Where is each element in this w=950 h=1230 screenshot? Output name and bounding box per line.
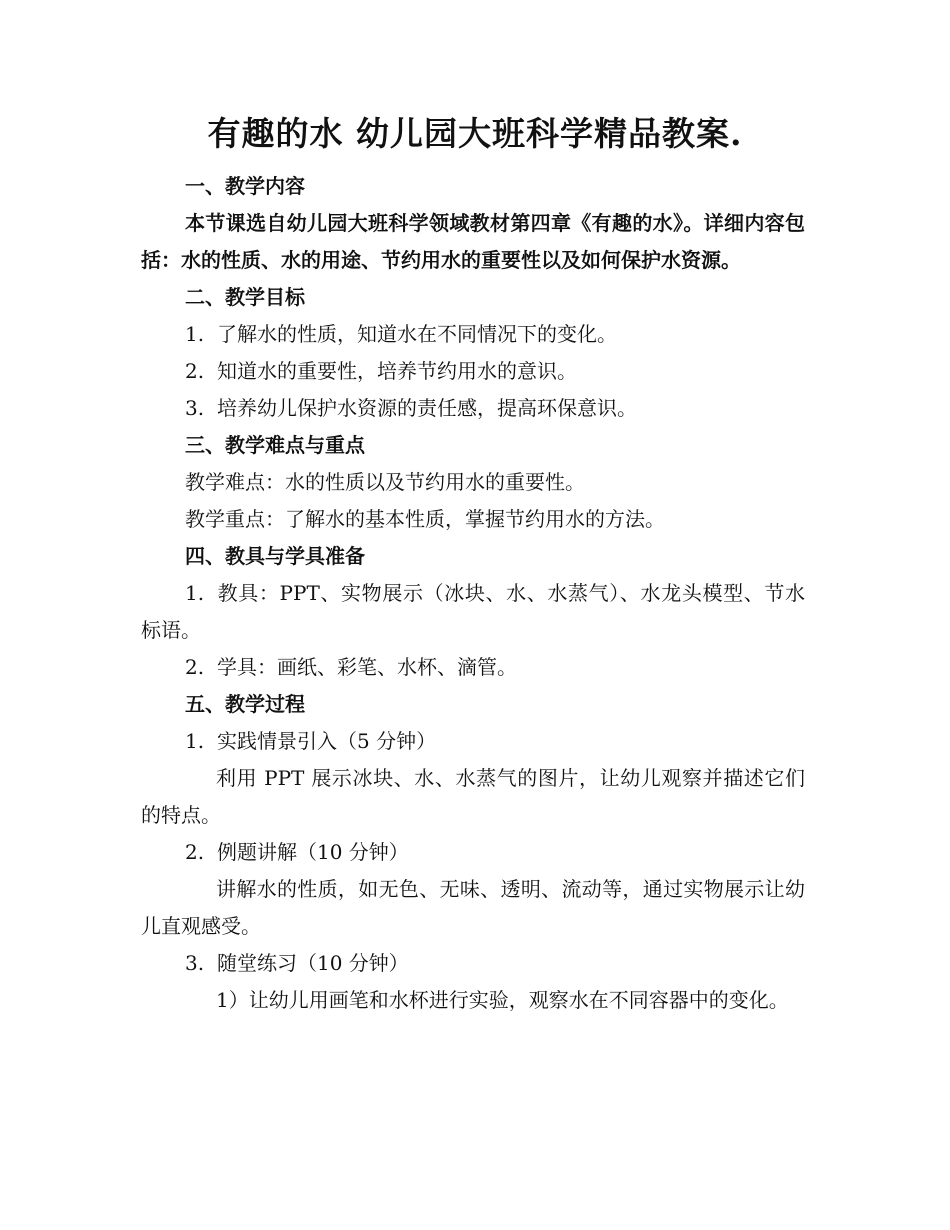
process-step-3-detail: 1）让幼儿用画笔和水杯进行实验，观察水在不同容器中的变化。 (216, 988, 789, 1012)
document-body (141, 168, 805, 1019)
section-heading-objectives: 二、教学目标 (185, 285, 305, 309)
objective-text: 了解水的性质，知道水在不同情况下的变化。 (217, 322, 617, 346)
process-step-1-detail: 利用 PPT 展示冰块、水、水蒸气的图片，让幼儿观察并描述它们的特点。 (141, 766, 805, 827)
list-number: 2. (185, 840, 205, 864)
list-number: 1. (185, 729, 205, 753)
list-number: 2. (185, 655, 205, 679)
section-heading-key-points: 三、教学难点与重点 (185, 433, 365, 457)
objective-item-3 (141, 390, 805, 427)
section-heading-materials: 四、教具与学具准备 (185, 544, 365, 568)
process-step-1-title (141, 723, 805, 760)
process-step-2-title (141, 834, 805, 871)
section-content-paragraph: 本节课选自幼儿园大班科学领域教材第四章《有趣的水》。详细内容包括：水的性质、水的用途、节约用水的重要性以及如何保护水资源。 (141, 211, 805, 272)
material-item-1 (141, 575, 805, 649)
objective-text: 培养幼儿保护水资源的责任感，提高环保意识。 (217, 396, 637, 420)
section-heading-process: 五、教学过程 (185, 692, 305, 716)
process-step-3-title (141, 945, 805, 982)
list-number: 1. (185, 581, 205, 605)
objective-item-1 (141, 316, 805, 353)
objective-text: 知道水的重要性，培养节约用水的意识。 (217, 359, 577, 383)
process-step-2-detail: 讲解水的性质，如无色、无味、透明、流动等，通过实物展示让幼儿直观感受。 (141, 877, 805, 938)
list-number: 3. (185, 951, 205, 975)
objective-item-2 (141, 353, 805, 390)
material-text: 学具：画纸、彩笔、水杯、滴管。 (217, 655, 517, 679)
material-item-2 (141, 649, 805, 686)
material-text: 教具：PPT、实物展示（冰块、水、水蒸气）、水龙头模型、节水标语。 (141, 581, 805, 642)
teaching-difficulty: 教学难点：水的性质以及节约用水的重要性。 (185, 470, 585, 494)
list-number: 1. (185, 322, 205, 346)
step-title: 例题讲解（10 分钟） (217, 840, 409, 864)
step-title: 随堂练习（10 分钟） (217, 951, 409, 975)
document-title: 有趣的水 幼儿园大班科学精品教案. (207, 114, 743, 153)
list-number: 2. (185, 359, 205, 383)
list-number: 3. (185, 396, 205, 420)
section-heading-content: 一、教学内容 (185, 174, 305, 198)
teaching-focus: 教学重点：了解水的基本性质，掌握节约用水的方法。 (185, 507, 665, 531)
step-title: 实践情景引入（5 分钟） (217, 729, 437, 753)
